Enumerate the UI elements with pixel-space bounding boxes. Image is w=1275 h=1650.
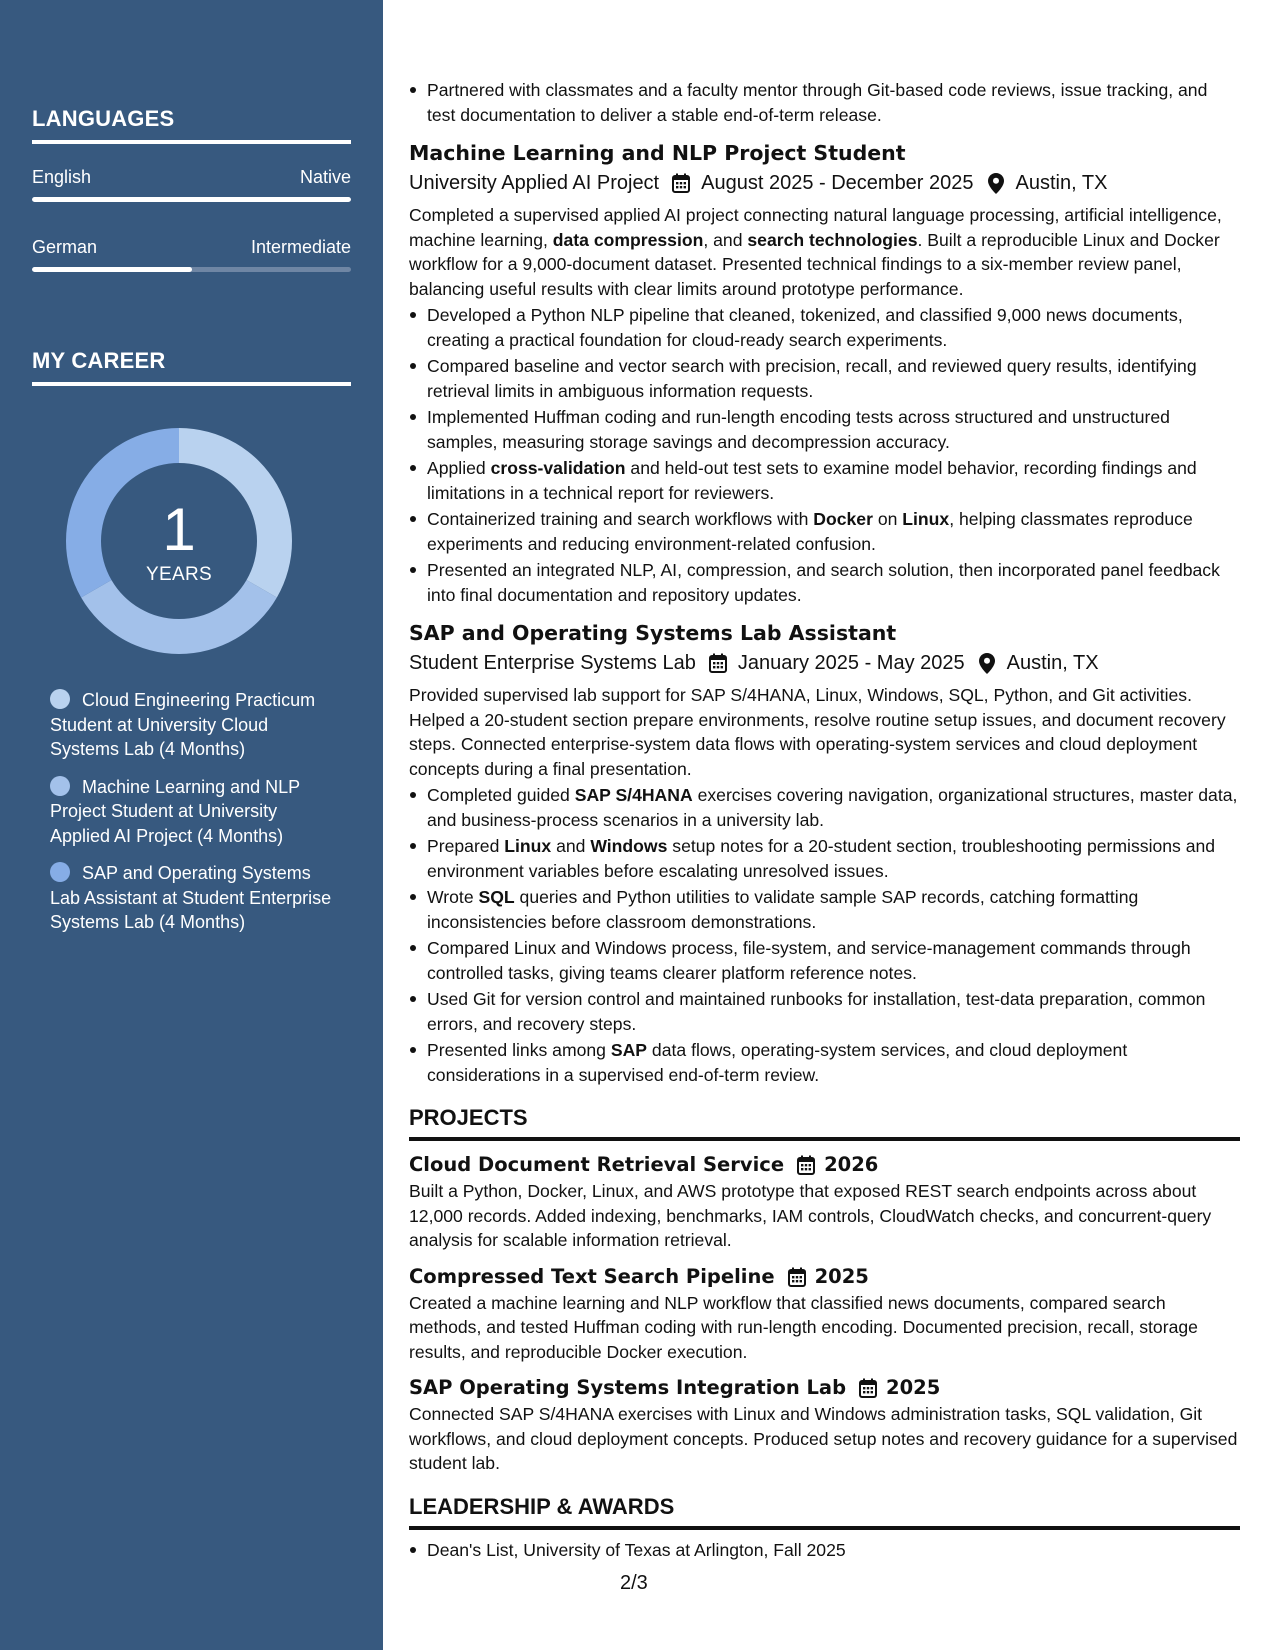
map-pin-icon [977, 652, 997, 674]
job-title: Machine Learning and NLP Project Student [409, 141, 906, 165]
list-item: Containerized training and search workflows with Docker on Linux, helping classmates reproduce experiments and reducing environment-related confusion. [409, 507, 1240, 556]
job-org: Student Enterprise Systems Lab [409, 652, 696, 674]
project-entry [409, 1374, 1240, 1476]
job-bullet-list [409, 303, 1240, 607]
calendar-icon [787, 1266, 807, 1288]
language-level: Native [299, 167, 351, 187]
project-title-row [409, 1374, 1240, 1402]
list-item: Dean's List, University of Texas at Arlington, Fall 2025 [409, 1538, 1240, 1563]
leadership-heading: LEADERSHIP & AWARDS [409, 1494, 1240, 1530]
career-item-text: Machine Learning and NLP Project Student at University Applied AI Project (4 Months) [50, 776, 300, 846]
list-item: Used Git for version control and maintained runbooks for installation, test-data preparation, common errors, and recovery steps. [409, 987, 1240, 1036]
job-meta [409, 649, 1240, 677]
career-item [50, 775, 340, 849]
career-item-text: SAP and Operating Systems Lab Assistant at Student Enterprise Systems Lab (4 Months) [50, 863, 332, 932]
language-name: English [32, 167, 92, 187]
project-year: 2026 [824, 1153, 879, 1176]
career-dot-icon [50, 776, 70, 796]
job-org: University Applied AI Project [409, 172, 660, 194]
language-bar-english [32, 197, 351, 202]
project-year: 2025 [886, 1376, 941, 1399]
career-item [50, 861, 340, 935]
list-item: Wrote SQL queries and Python utilities to validate sample SAP records, catching formatting inconsistencies before classroom demonstrations. [409, 885, 1240, 934]
leadership-bullet-list [409, 1538, 1240, 1563]
career-list [50, 688, 340, 948]
project-entry [409, 1151, 1240, 1253]
language-row-english [32, 166, 351, 188]
list-item: Presented links among SAP data flows, operating-system services, and cloud deployment considerations in a supervised end-of-term review. [409, 1038, 1240, 1087]
list-item: Developed a Python NLP pipeline that cleaned, tokenized, and classified 9,000 news documents, creating a practical foundation for cloud-ready search experiments. [409, 303, 1240, 352]
language-bar-fill [32, 267, 192, 272]
project-entry [409, 1263, 1240, 1365]
career-total [66, 428, 292, 654]
career-item-text: Cloud Engineering Practicum Student at University Cloud Systems Lab (4 Months) [50, 690, 316, 759]
job-entry [409, 139, 1240, 607]
page-number: 2/3 [620, 1572, 648, 1594]
calendar-icon [796, 1154, 816, 1176]
list-item: Prepared Linux and Windows setup notes for a 20-student section, troubleshooting permissions and environment variables before escalating unresolved issues. [409, 834, 1240, 883]
project-description: Built a Python, Docker, Linux, and AWS prototype that exposed REST search endpoints across about 12,000 records. Added indexing, benchmarks, IAM controls, CloudWatch checks, and concurrent-query analysis for scalable information retrieval. [409, 1181, 1212, 1250]
career-total-number: 1 [162, 496, 196, 563]
career-total-unit: YEARS [146, 564, 212, 585]
project-description: Connected SAP S/4HANA exercises with Linux and Windows administration tasks, SQL validation, Git workflows, and cloud deployment concepts. Produced setup notes and recovery guidance for a supervised student lab. [409, 1404, 1238, 1473]
job-dates: August 2025 - December 2025 [701, 172, 974, 194]
career-dot-icon [50, 689, 70, 709]
language-name: German [32, 237, 98, 257]
project-title: Cloud Document Retrieval Service [409, 1153, 785, 1176]
project-title: Compressed Text Search Pipeline [409, 1264, 775, 1288]
sidebar [0, 0, 383, 1650]
job-meta [409, 169, 1240, 197]
main-content [409, 78, 1240, 1564]
list-item: Implemented Huffman coding and run-length encoding tests across structured and unstructured samples, measuring storage savings and decompression accuracy. [409, 405, 1240, 454]
job-location: Austin, TX [1015, 172, 1108, 194]
list-item: Presented an integrated NLP, AI, compression, and search solution, then incorporated panel feedback into final documentation and repository updates. [409, 558, 1240, 607]
project-year: 2025 [814, 1264, 869, 1288]
projects-heading: PROJECTS [409, 1105, 1240, 1141]
calendar-icon [708, 652, 728, 674]
job-dates: January 2025 - May 2025 [737, 652, 965, 674]
language-bar-fill [32, 197, 351, 202]
list-item: Applied cross-validation and held-out test sets to examine model behavior, recording findings and limitations in a technical report for reviewers. [409, 456, 1240, 505]
list-item: Completed guided SAP S/4HANA exercises covering navigation, organizational structures, master data, and business-process scenarios in a university lab. [409, 783, 1240, 832]
language-level: Intermediate [250, 237, 351, 257]
job-description: Provided supervised lab support for SAP S/4HANA, Linux, Windows, SQL, Python, and Git activities. Helped a 20-student section prepare environments, resolve routine setup issues, and document recovery steps. Connected enterprise-system data flows with operating-system services and cloud deployment concepts during a final presentation. [409, 685, 1226, 779]
map-pin-icon [986, 172, 1006, 194]
career-heading: MY CAREER [32, 348, 351, 386]
list-item: Compared Linux and Windows process, file-system, and service-management commands through controlled tasks, giving teams clearer platform reference notes. [409, 936, 1240, 985]
job-description: Completed a supervised applied AI project connecting natural language processing, artificial intelligence, machine learning, data compression, and search technologies. Built a reproducible Linux and Docker workflow for a 9,000-document dataset. Presented technical findings to a six-member review panel, balancing useful results with clear limits around prototype performance. [409, 205, 1222, 299]
carryover-bullet-list [409, 78, 1240, 127]
calendar-icon [671, 172, 691, 194]
project-title-row [409, 1151, 1240, 1179]
career-item [50, 688, 340, 762]
project-description: Created a machine learning and NLP workflow that classified news documents, compared search methods, and tested Huffman coding with run-length encoding. Documented precision, recall, storage results, and reproducible Docker execution. [409, 1292, 1198, 1362]
calendar-icon [858, 1377, 878, 1399]
job-title: SAP and Operating Systems Lab Assistant [409, 621, 897, 645]
list-item: Compared baseline and vector search with precision, recall, and reviewed query results, identifying retrieval limits in ambiguous information requests. [409, 354, 1240, 403]
language-bar-german [32, 267, 351, 272]
project-title-row [409, 1263, 1240, 1291]
job-bullet-list [409, 783, 1240, 1087]
languages-heading: LANGUAGES [32, 106, 351, 144]
list-item: Partnered with classmates and a faculty mentor through Git-based code reviews, issue tracking, and test documentation to deliver a stable end-of-term release. [409, 78, 1240, 127]
career-dot-icon [50, 862, 70, 882]
language-row-german [32, 236, 351, 258]
job-entry [409, 619, 1240, 1087]
project-title: SAP Operating Systems Integration Lab [409, 1376, 847, 1399]
job-location: Austin, TX [1006, 652, 1099, 674]
